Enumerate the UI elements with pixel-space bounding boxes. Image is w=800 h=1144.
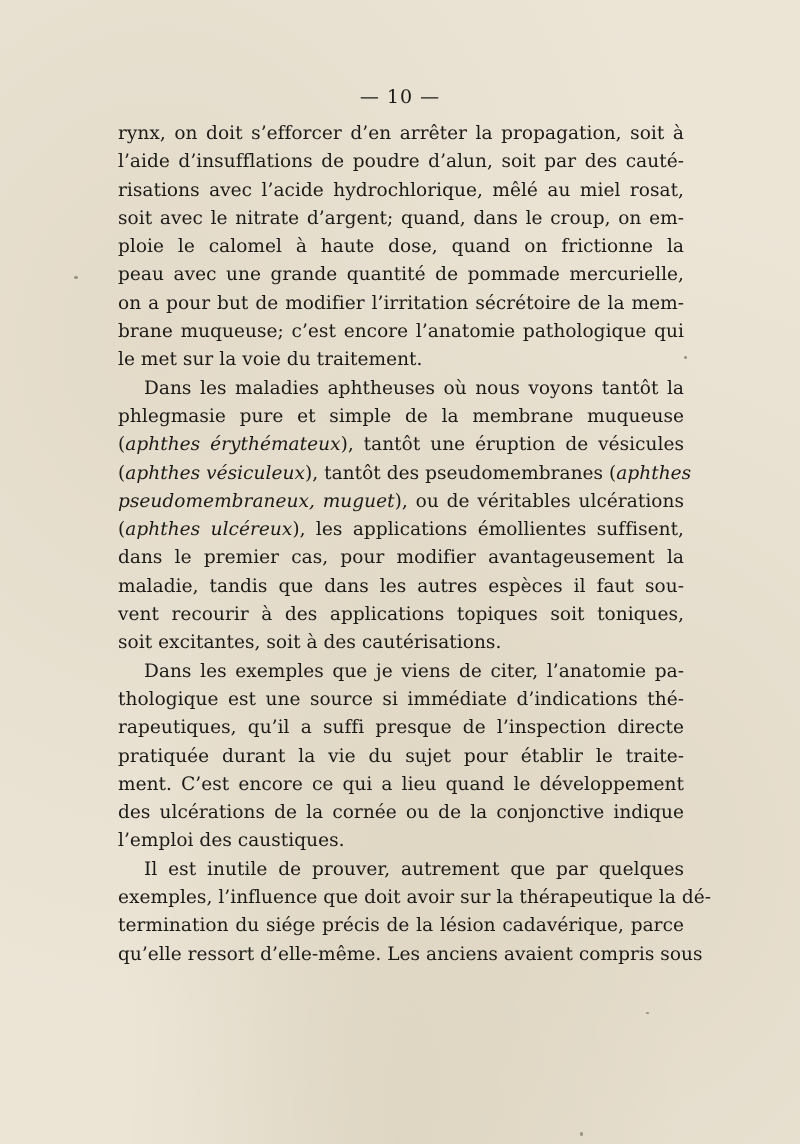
text-segment: phlegmasie pure et simple de la membrane muqueuse [118, 405, 684, 427]
text-segment: ( [118, 434, 126, 456]
paper-speck [74, 276, 78, 279]
text-segment: on a pour but de modifier l’irritation sécrétoire de la mem- [118, 292, 684, 314]
paper-speck [646, 1012, 649, 1014]
paper-speck [580, 1132, 583, 1136]
text-line [118, 884, 712, 912]
text-line [118, 403, 684, 431]
text-segment: ), ou de véritables ulcérations [394, 490, 684, 512]
text-segment: ( [118, 519, 126, 541]
text-segment: ), tantôt des pseudomembranes ( [304, 462, 617, 484]
text-segment: dans le premier cas, pour modifier avantageusement la [118, 547, 684, 569]
text-segment: thologique est une source si immédiate d’indications thé- [118, 688, 684, 710]
text-segment: Dans les maladies aphtheuses où nous voyons tantôt la [144, 377, 684, 399]
text-line [118, 912, 684, 940]
text-line [118, 318, 684, 346]
text-line [118, 771, 684, 799]
text-line [118, 686, 684, 714]
text-line [118, 120, 684, 148]
text-line [118, 544, 684, 572]
text-line [118, 743, 684, 771]
text-segment: soit excitantes, soit à des cautérisations. [118, 632, 502, 654]
text-line [118, 827, 684, 855]
text-line [118, 460, 692, 488]
text-line [118, 233, 684, 261]
text-segment: exemples, l’influence que doit avoir sur la thérapeutique la dé- [118, 887, 712, 909]
italic-term: pseudomembraneux, muguet [118, 490, 395, 512]
text-segment: rapeutiques, qu’il a suffi presque de l’inspection directe [118, 717, 684, 739]
text-line [118, 346, 684, 374]
italic-term: aphthes [616, 462, 692, 484]
text-line [118, 148, 684, 176]
body-text [118, 120, 712, 969]
text-segment: soit avec le nitrate d’argent; quand, dans le croup, on em- [118, 207, 684, 229]
text-segment: ( [118, 462, 126, 484]
text-segment: qu’elle ressort d’elle-même. Les anciens avaient compris sous [118, 943, 703, 965]
text-segment: ploie le calomel à haute dose, quand on frictionne la [118, 236, 684, 258]
text-segment: le met sur la voie du traitement. [118, 349, 423, 371]
text-line [118, 941, 703, 969]
text-line [118, 658, 684, 686]
text-line [118, 177, 684, 205]
text-line [118, 488, 684, 516]
text-segment: des ulcérations de la cornée ou de la conjonctive indique [118, 802, 684, 824]
page-number: — 10 — [359, 86, 441, 108]
text-segment: peau avec une grande quantité de pommade mercurielle, [118, 264, 684, 286]
text-line [118, 431, 684, 459]
text-segment: ), les applications émollientes suffisent, [292, 519, 684, 541]
text-segment: ment. C’est encore ce qui a lieu quand le développement [118, 773, 684, 795]
text-segment: l’emploi des caustiques. [118, 830, 345, 852]
italic-term: aphthes érythémateux [125, 434, 341, 456]
text-segment: termination du siége précis de la lésion cadavérique, parce [118, 915, 684, 937]
text-segment: l’aide d’insufflations de poudre d’alun, soit par des cauté- [118, 151, 684, 173]
text-line [118, 573, 684, 601]
text-segment: maladie, tandis que dans les autres espèces il faut sou- [118, 575, 684, 597]
text-line [118, 856, 684, 884]
text-segment: rynx, on doit s’efforcer d’en arrêter la propagation, soit à [118, 123, 684, 144]
text-line [118, 205, 684, 233]
text-line [118, 601, 684, 629]
text-segment: brane muqueuse; c’est encore l’anatomie pathologique qui [118, 321, 684, 343]
text-segment: risations avec l’acide hydrochlorique, mêlé au miel rosat, [118, 179, 684, 201]
text-line [118, 714, 684, 742]
italic-term: aphthes vésiculeux [125, 462, 305, 484]
text-line [118, 375, 684, 403]
text-segment: vent recourir à des applications topiques soit toniques, [118, 604, 684, 626]
italic-term: aphthes ulcéreux [125, 519, 293, 541]
text-segment: Dans les exemples que je viens de citer, l’anatomie pa- [144, 660, 684, 682]
text-line [118, 799, 684, 827]
text-line [118, 261, 684, 289]
text-line [118, 290, 684, 318]
paper-speck [684, 356, 687, 359]
text-segment: pratiquée durant la vie du sujet pour établir le traite- [118, 745, 684, 767]
text-segment: ), tantôt une éruption de vésicules [340, 434, 684, 456]
text-line [118, 516, 684, 544]
text-segment: Il est inutile de prouver, autrement que par quelques [144, 858, 684, 880]
text-line [118, 629, 684, 657]
